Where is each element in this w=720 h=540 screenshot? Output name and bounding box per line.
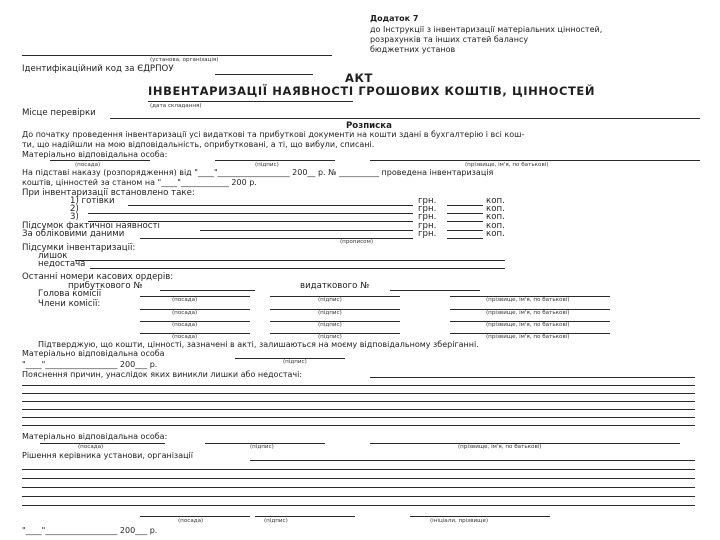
member1-position-caption: (посада) <box>172 310 198 316</box>
accounting-label: За обліковими даними <box>22 229 125 239</box>
receipt-heading: Розписка <box>346 121 392 131</box>
actual-total-field[interactable] <box>200 230 413 231</box>
shortage-label: недостача <box>38 259 86 269</box>
kop-field-4[interactable] <box>447 230 483 231</box>
head-name-caption: (прізвище, ім'я, по батькові) <box>486 297 570 303</box>
member3-name-caption: (прізвище, ім'я, по батькові) <box>486 334 570 340</box>
currency-1: грн. <box>418 196 437 206</box>
currency-5: грн. <box>418 229 437 239</box>
surplus-field[interactable] <box>75 260 505 261</box>
receipt-name-caption: (прізвище, ім'я, по батькові) <box>465 162 549 168</box>
explanation-line-1[interactable] <box>370 377 695 378</box>
order-line-1: На підставі наказу (розпорядження) від "____"__________________ 200__ р. № __________ проведена інвентаризація <box>22 168 494 177</box>
confirmation-date: "____"__________________ 200___ р. <box>22 360 158 369</box>
receipt-position-field[interactable] <box>50 160 150 161</box>
member3-signature-caption: (підпис) <box>318 334 342 340</box>
receipt-signature-caption: (підпис) <box>255 162 279 168</box>
cash-amount-field[interactable] <box>128 205 413 206</box>
decision-line-5[interactable] <box>22 496 695 497</box>
explanation-line-4[interactable] <box>22 401 695 402</box>
kop-field-5[interactable] <box>447 238 483 239</box>
appendix-line-4: бюджетних установ <box>370 45 456 54</box>
decision-line-6[interactable] <box>22 505 695 506</box>
act-subtitle: ІНВЕНТАРИЗАЦІЇ НАЯВНОСТІ ГРОШОВИХ КОШТІВ, ЦІННОСТЕЙ <box>148 84 596 98</box>
inventory-item-3: 3) <box>70 212 79 222</box>
kop-1: коп. <box>486 196 505 206</box>
currency-2: грн. <box>418 204 437 214</box>
kop-5: коп. <box>486 229 505 239</box>
explanation-line-7[interactable] <box>22 425 695 426</box>
edrpou-label: Ідентифікаційний код за ЄДРПОУ <box>22 64 174 74</box>
head-signature-caption: (підпис) <box>318 297 342 303</box>
head-final-signature-field[interactable] <box>255 516 355 517</box>
kop-3: коп. <box>486 212 505 222</box>
order-line-2: коштів, цінностей за станом на "____"____________ 200 р. <box>22 178 257 187</box>
kop-field-1[interactable] <box>447 205 483 206</box>
head-final-position-caption: (посада) <box>178 518 204 524</box>
receipt-line-1: До початку проведення інвентаризації усі видаткові та прибуткові документи на кошти здані в бухгалтерію і всі кош- <box>22 130 525 139</box>
decision-line-3[interactable] <box>22 478 695 479</box>
explanation-line-6[interactable] <box>22 417 695 418</box>
kop-field-3[interactable] <box>447 221 483 222</box>
member1-name-caption: (прізвище, ім'я, по батькові) <box>486 310 570 316</box>
confirmation-signature-caption: (підпис) <box>283 359 307 365</box>
receipt-line-3: Матеріально відповідальна особа: <box>22 150 168 159</box>
footer-position-caption: (посада) <box>78 444 104 450</box>
actual-total-label: Підсумок фактичної наявності <box>22 221 160 231</box>
kop-4: коп. <box>486 221 505 231</box>
date-caption: (дата складання) <box>150 103 202 109</box>
decision-line-4[interactable] <box>22 487 695 488</box>
place-label: Місце перевірки <box>22 108 96 118</box>
confirmation-mro-label: Матеріально відповідальна особа <box>22 349 165 358</box>
place-field[interactable] <box>110 118 700 119</box>
head-final-initials-caption: (ініціали, прізвище) <box>430 518 489 524</box>
currency-3: грн. <box>418 212 437 222</box>
member2-name-caption: (прізвище, ім'я, по батькові) <box>486 322 570 328</box>
footer-signature-caption: (підпис) <box>250 444 274 450</box>
incoming-order-label: прибуткового № <box>68 281 143 291</box>
member2-position-caption: (посада) <box>172 322 198 328</box>
explanation-line-2[interactable] <box>22 385 695 386</box>
head-final-signature-caption: (підпис) <box>264 518 288 524</box>
surplus-label: лишок <box>38 251 68 261</box>
item2-amount-field[interactable] <box>88 213 413 214</box>
edrpou-field[interactable] <box>215 74 313 75</box>
head-label: Голова комісії <box>38 289 102 299</box>
footer-mro-label: Матеріально відповідальна особа: <box>22 432 168 441</box>
receipt-signature-field[interactable] <box>215 160 335 161</box>
kop-field-2[interactable] <box>447 213 483 214</box>
accounting-caption: (прописом) <box>340 239 374 245</box>
currency-4: грн. <box>418 221 437 231</box>
institution-field[interactable] <box>22 55 332 56</box>
inventory-item-2: 2) <box>70 204 79 214</box>
footer-name-caption: (прізвище, ім'я, по батькові) <box>458 444 542 450</box>
explanation-line-5[interactable] <box>22 409 695 410</box>
decision-label: Рішення керівника установи, організації <box>22 451 193 460</box>
receipt-name-field[interactable] <box>370 160 700 161</box>
head-final-position-field[interactable] <box>140 516 250 517</box>
outgoing-order-field[interactable] <box>390 290 480 291</box>
member1-signature-caption: (підпис) <box>318 310 342 316</box>
results-label: Підсумки інвентаризації: <box>22 243 136 253</box>
date-field[interactable] <box>148 101 353 102</box>
confirmation-text: Підтверджую, що кошти, цінності, зазначені в акті, залишаються на моєму відповідальному зберіганні. <box>38 340 479 349</box>
members-label: Члени комісії: <box>38 299 101 309</box>
member3-position-caption: (посада) <box>172 334 198 340</box>
act-title: АКТ <box>345 71 373 85</box>
decision-line-1[interactable] <box>250 460 695 461</box>
kop-2: коп. <box>486 204 505 214</box>
inventory-label: При інвентаризації встановлено таке: <box>22 188 195 198</box>
outgoing-order-label: видаткового № <box>300 281 370 291</box>
institution-caption: (установа, організація) <box>150 57 219 63</box>
appendix-line-3: розрахунків та інших статей балансу <box>370 35 529 44</box>
decision-line-2[interactable] <box>22 469 695 470</box>
head-final-name-field[interactable] <box>410 516 550 517</box>
incoming-order-field[interactable] <box>160 290 255 291</box>
appendix-line-2: до Інструкції з інвентаризації матеріальних цінностей, <box>370 25 603 34</box>
appendix-line-1: Додаток 7 <box>370 14 419 23</box>
shortage-field[interactable] <box>90 268 505 269</box>
inventory-item-1: 1) готівки <box>70 196 115 206</box>
orders-label: Останні номери касових ордерів: <box>22 272 174 282</box>
head-position-caption: (посада) <box>172 297 198 303</box>
explanation-line-3[interactable] <box>22 393 695 394</box>
member2-signature-caption: (підпис) <box>318 322 342 328</box>
explanation-label: Пояснення причин, унаслідок яких виникли лишки або недостачі: <box>22 370 303 379</box>
receipt-position-caption: (посада) <box>75 162 101 168</box>
receipt-line-2: ти, що надійшли на мою відповідальність, оприбутковані, а ті, що вибули, списані. <box>22 140 375 149</box>
footer-date: "____"__________________ 200___ р. <box>22 526 158 535</box>
